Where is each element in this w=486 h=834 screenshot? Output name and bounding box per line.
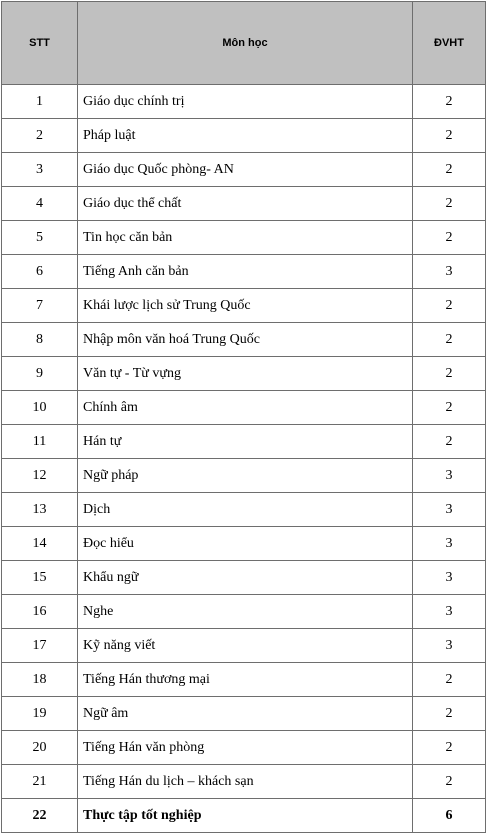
credits-cell: 3 bbox=[413, 255, 486, 289]
table-row bbox=[2, 425, 486, 459]
subject-cell: Kỹ năng viết bbox=[78, 629, 413, 663]
subject-cell: Ngữ pháp bbox=[78, 459, 413, 493]
row-number-cell: 10 bbox=[2, 391, 78, 425]
credits-cell: 2 bbox=[413, 425, 486, 459]
table-row bbox=[2, 85, 486, 119]
subject-cell: Khẩu ngữ bbox=[78, 561, 413, 595]
table-row bbox=[2, 459, 486, 493]
table-row bbox=[2, 493, 486, 527]
credits-cell: 2 bbox=[413, 153, 486, 187]
row-number-cell: 14 bbox=[2, 527, 78, 561]
row-number-cell: 3 bbox=[2, 153, 78, 187]
table-row bbox=[2, 731, 486, 765]
table-row bbox=[2, 323, 486, 357]
subject-cell: Tiếng Hán thương mại bbox=[78, 663, 413, 697]
subject-cell: Chính âm bbox=[78, 391, 413, 425]
credits-cell: 2 bbox=[413, 663, 486, 697]
credits-cell: 2 bbox=[413, 187, 486, 221]
subject-cell: Thực tập tốt nghiệp bbox=[78, 799, 413, 833]
credits-cell: 3 bbox=[413, 595, 486, 629]
row-number-cell: 16 bbox=[2, 595, 78, 629]
credits-cell: 3 bbox=[413, 527, 486, 561]
credits-cell: 2 bbox=[413, 221, 486, 255]
subject-cell: Dịch bbox=[78, 493, 413, 527]
row-number-cell: 13 bbox=[2, 493, 78, 527]
row-number-cell: 11 bbox=[2, 425, 78, 459]
table-body bbox=[2, 85, 486, 833]
row-number-cell: 22 bbox=[2, 799, 78, 833]
table-row bbox=[2, 289, 486, 323]
credits-cell: 2 bbox=[413, 323, 486, 357]
row-number-cell: 1 bbox=[2, 85, 78, 119]
table-row bbox=[2, 153, 486, 187]
table-row bbox=[2, 595, 486, 629]
credits-cell: 2 bbox=[413, 697, 486, 731]
table-row bbox=[2, 119, 486, 153]
credits-cell: 6 bbox=[413, 799, 486, 833]
row-number-cell: 19 bbox=[2, 697, 78, 731]
subject-cell: Tin học căn bản bbox=[78, 221, 413, 255]
header-stt: STT bbox=[2, 2, 78, 85]
row-number-cell: 20 bbox=[2, 731, 78, 765]
subject-cell: Tiếng Anh căn bản bbox=[78, 255, 413, 289]
table-header bbox=[2, 2, 486, 85]
row-number-cell: 2 bbox=[2, 119, 78, 153]
header-subject: Môn học bbox=[78, 2, 413, 85]
row-number-cell: 5 bbox=[2, 221, 78, 255]
table-row bbox=[2, 765, 486, 799]
subject-cell: Pháp luật bbox=[78, 119, 413, 153]
credits-cell: 2 bbox=[413, 731, 486, 765]
credits-cell: 2 bbox=[413, 289, 486, 323]
table-row bbox=[2, 255, 486, 289]
row-number-cell: 12 bbox=[2, 459, 78, 493]
table-row bbox=[2, 663, 486, 697]
credits-cell: 2 bbox=[413, 119, 486, 153]
subject-cell: Ngữ âm bbox=[78, 697, 413, 731]
subject-cell: Nhập môn văn hoá Trung Quốc bbox=[78, 323, 413, 357]
subject-cell: Giáo dục thể chất bbox=[78, 187, 413, 221]
curriculum-table bbox=[1, 1, 486, 833]
credits-cell: 3 bbox=[413, 493, 486, 527]
subject-cell: Hán tự bbox=[78, 425, 413, 459]
header-credits: ĐVHT bbox=[413, 2, 486, 85]
table-row bbox=[2, 527, 486, 561]
table-row bbox=[2, 221, 486, 255]
table-row bbox=[2, 629, 486, 663]
row-number-cell: 8 bbox=[2, 323, 78, 357]
row-number-cell: 17 bbox=[2, 629, 78, 663]
credits-cell: 2 bbox=[413, 765, 486, 799]
table-row bbox=[2, 561, 486, 595]
row-number-cell: 15 bbox=[2, 561, 78, 595]
table-row bbox=[2, 391, 486, 425]
subject-cell: Khái lược lịch sử Trung Quốc bbox=[78, 289, 413, 323]
subject-cell: Giáo dục Quốc phòng- AN bbox=[78, 153, 413, 187]
subject-cell: Giáo dục chính trị bbox=[78, 85, 413, 119]
row-number-cell: 21 bbox=[2, 765, 78, 799]
subject-cell: Văn tự - Từ vựng bbox=[78, 357, 413, 391]
subject-cell: Tiếng Hán du lịch – khách sạn bbox=[78, 765, 413, 799]
table-row bbox=[2, 357, 486, 391]
row-number-cell: 9 bbox=[2, 357, 78, 391]
table-row bbox=[2, 187, 486, 221]
table-row bbox=[2, 697, 486, 731]
row-number-cell: 18 bbox=[2, 663, 78, 697]
credits-cell: 2 bbox=[413, 85, 486, 119]
subject-cell: Nghe bbox=[78, 595, 413, 629]
credits-cell: 2 bbox=[413, 391, 486, 425]
row-number-cell: 7 bbox=[2, 289, 78, 323]
credits-cell: 3 bbox=[413, 629, 486, 663]
subject-cell: Đọc hiểu bbox=[78, 527, 413, 561]
row-number-cell: 6 bbox=[2, 255, 78, 289]
table-row bbox=[2, 799, 486, 833]
credits-cell: 3 bbox=[413, 459, 486, 493]
header-row bbox=[2, 2, 486, 85]
credits-cell: 3 bbox=[413, 561, 486, 595]
credits-cell: 2 bbox=[413, 357, 486, 391]
subject-cell: Tiếng Hán văn phòng bbox=[78, 731, 413, 765]
row-number-cell: 4 bbox=[2, 187, 78, 221]
